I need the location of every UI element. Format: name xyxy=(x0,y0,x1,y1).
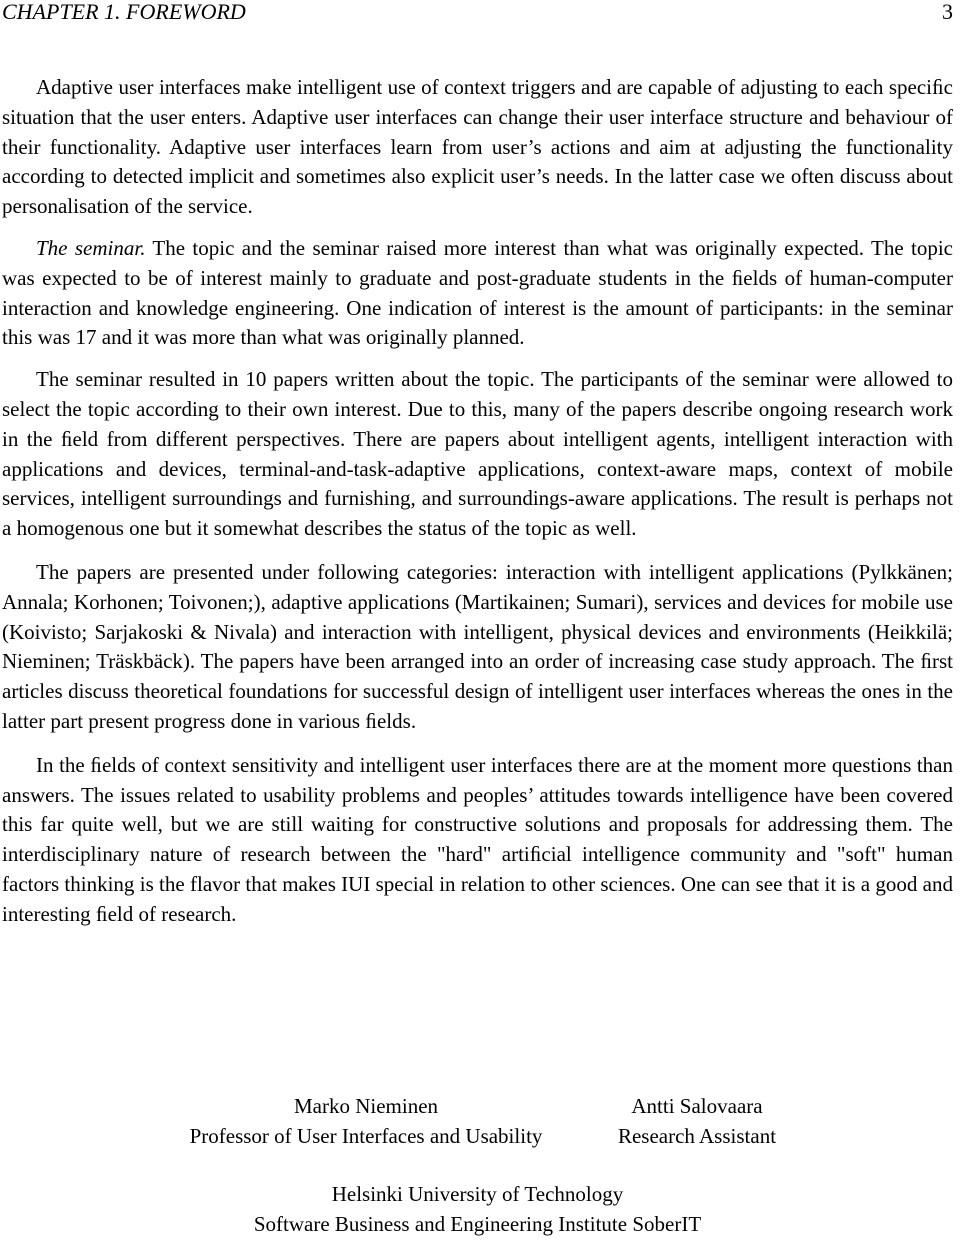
university-name: Helsinki University of Technology xyxy=(331,1182,624,1206)
paragraph-papers: The seminar resulted in 10 papers written about the topic. The participants of the seminar were allowed to select the topic according to their own interest. Due to this, many of the papers describe ongoing research work in the ﬁeld from different perspectives. There are papers about intelligent agents, intelligent interaction with applications and devices, terminal-and-task-adaptive applications, context-aware maps, context of mobile services, intelligent surroundings and furnishing, and surroundings-aware applications. The result is perhaps not a homogenous one but it somewhat describes the status of the topic as well. xyxy=(2,367,953,541)
seminar-lead-in: The seminar. xyxy=(36,235,146,260)
signatory-name: Antti Salovaara xyxy=(631,1094,763,1118)
paragraph-categories: The papers are presented under following categories: interaction with intelligent applications (Pylkkänen; Annala; Korhonen; Toivonen;), adaptive applications (Martikainen; Sumari), services and devices for mobile use (Koivisto; Sarjakoski & Nivala) and interaction with intelligent, physical devices and environments (Heikkilä; Nieminen; Träskbäck). The papers have been arranged into an order of increasing case study approach. The ﬁrst articles discuss theoretical foundations for successful design of intelligent user interfaces whereas the ones in the latter part present progress done in various ﬁelds. xyxy=(2,559,953,733)
signatory-title: Research Assistant xyxy=(617,1123,777,1148)
paragraph-conclusion: In the ﬁelds of context sensitivity and intelligent user interfaces there are at the moment more questions than answers. The issues related to usability problems and peoples’ attitudes towards intelligence have been covered this far quite well, but we are still waiting for constructive solutions and proposals for addressing them. The interdisciplinary nature of research between the "hard" artiﬁcial intelligence community and "soft" human factors thinking is the flavor that makes IUI special in relation to other sciences. One can see that it is a good and interesting ﬁeld of research. xyxy=(2,752,953,926)
signature-left xyxy=(157,1092,575,1152)
paragraph-intro: Adaptive user interfaces make intelligent use of context triggers and are capable of adjusting to each speciﬁc situation that the user enters. Adaptive user interfaces can change their user interface structure and behaviour of their functionality. Adaptive user interfaces learn from user’s actions and aim at adjusting the functionality according to detected implicit and sometimes also explicit user’s needs. In the latter case we often discuss about personalisation of the service. xyxy=(2,75,953,219)
seminar-text: The topic and the seminar raised more interest than what was originally expected. The topic was expected to be of interest mainly to graduate and post-graduate students in the ﬁelds of human-computer interaction and knowledge engineering. One indication of interest is the amount of participants: in the seminar this was 17 and it was more than what was originally planned. xyxy=(2,235,953,350)
signature-right xyxy=(602,1092,792,1152)
organization-block xyxy=(2,1180,953,1240)
running-header xyxy=(2,0,953,28)
institute-name: Software Business and Engineering Institute SoberIT xyxy=(253,1211,702,1236)
paragraph-seminar xyxy=(2,234,953,353)
foreword-body xyxy=(2,73,953,930)
signatory-name: Marko Nieminen xyxy=(293,1094,439,1118)
chapter-title: CHAPTER 1. FOREWORD xyxy=(2,0,246,24)
signatory-title: Professor of User Interfaces and Usability xyxy=(189,1123,543,1148)
page-number: 3 xyxy=(942,0,953,24)
